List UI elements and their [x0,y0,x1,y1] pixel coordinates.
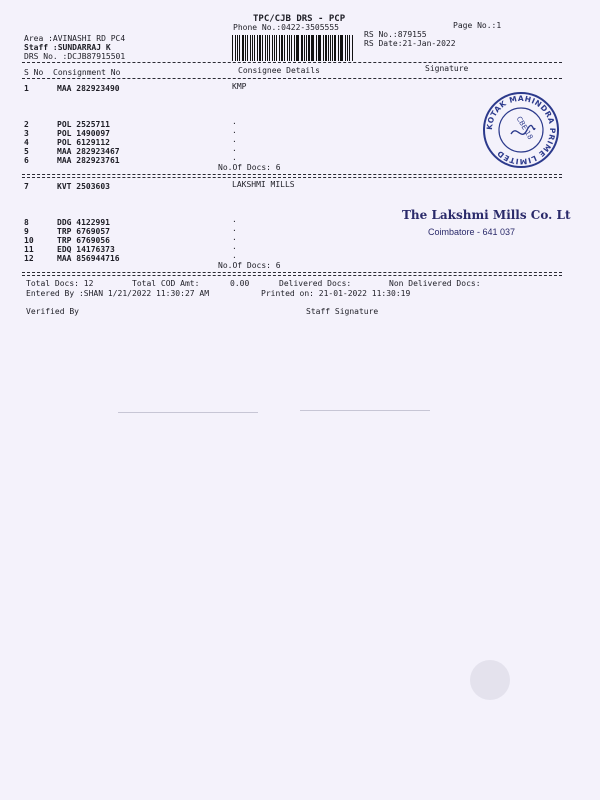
divider [22,78,562,79]
row-serial: 5 [24,147,29,156]
page-number: Page No.:1 [453,21,502,30]
barcode-bar [308,35,309,61]
row-serial: 4 [24,138,29,147]
divider [22,275,562,276]
barcode-bar [332,35,333,61]
barcode-bar [250,35,251,61]
barcode-bar [328,35,329,61]
row-consignment: TRP 6769057 [57,227,110,236]
row-consignment: EDQ 14176373 [57,245,115,254]
barcode-bar [279,35,280,61]
barcode-bar [272,35,273,61]
barcode-bar [237,35,238,61]
row-consignee: LAKSHMI MILLS [232,180,295,189]
row-consignment: POL 1490097 [57,129,110,138]
barcode-bar [265,35,266,61]
row-consignee-mark: . [232,233,237,242]
row-consignee: KMP [232,82,247,91]
column-header-signature: Signature [425,64,469,73]
row-consignment: DDG 4122991 [57,218,110,227]
staff-label: Staff :SUNDARRAJ K [24,43,111,52]
barcode-bar [325,35,326,61]
row-serial: 7 [24,182,29,191]
barcode-bar [269,35,270,61]
barcode-bar [352,35,353,61]
row-serial: 2 [24,120,29,129]
divider [22,62,562,63]
row-serial: 12 [24,254,34,263]
barcode-bar [262,35,263,61]
barcode-bar [301,35,302,61]
barcode-bar [306,35,307,61]
barcode-bar [323,35,324,61]
barcode-bar [340,35,341,61]
row-consignee-mark: . [232,242,237,251]
non-delivered-docs: Non Delivered Docs: [389,279,481,288]
barcode-bar [257,35,258,61]
barcode-bar [254,35,255,61]
total-cod-label: Total COD Amt: [132,279,200,288]
row-consignee-mark: . [232,144,237,153]
barcode-bar [312,35,313,61]
barcode-bar [235,35,236,61]
row-consignment: POL 6129112 [57,138,110,147]
barcode-bar [319,35,321,61]
svg-text:CBE 18: CBE 18 [514,115,535,141]
row-consignee-mark: . [232,117,237,126]
divider [22,272,562,273]
row-serial: 1 [24,84,29,93]
row-consignment: MAA 282923490 [57,84,120,93]
row-consignee-mark: . [232,126,237,135]
row-consignment: MAA 282923761 [57,156,120,165]
row-consignment: KVT 2503603 [57,182,110,191]
barcode-bar [347,35,348,61]
barcode-bar [291,35,292,61]
entered-by: Entered By :SHAN 1/21/2022 11:30:27 AM [26,289,210,298]
barcode-bar [349,35,350,61]
rs-date: RS Date:21-Jan-2022 [364,39,456,48]
divider [22,174,562,175]
row-serial: 10 [24,236,34,245]
company-logo-city: Coimbatore - 641 037 [428,227,516,237]
row-consignee-mark: . [232,153,237,162]
barcode-bar [304,35,305,61]
barcode-bar [345,35,346,61]
barcode-bar [252,35,253,61]
delivered-docs: Delivered Docs: [279,279,352,288]
docs-count: No.Of Docs: 6 [218,261,281,270]
barcode-bar [284,35,285,61]
barcode-bar [316,35,317,61]
company-logo-stamp: The Lakshmi Mills Co. Lt [402,208,571,222]
sheet-title: TPC/CJB DRS - PCP [253,14,346,24]
drs-number: DRS No. :DCJB87915501 [24,52,126,61]
total-cod-value: 0.00 [230,279,250,288]
barcode-bar [289,35,290,61]
barcode-bar [274,35,275,61]
barcode-bar [297,35,299,61]
barcode-bar [311,35,312,61]
rs-number: RS No.:879155 [364,30,427,39]
barcode-bar [267,35,268,61]
printed-on: Printed on: 21-01-2022 11:30:19 [261,289,411,298]
row-consignee-mark: . [232,215,237,224]
row-consignment: POL 2525711 [57,120,110,129]
verified-by-label: Verified By [26,307,79,316]
area-label: Area :AVINASHI RD PC4 [24,34,126,43]
barcode-bar [259,35,261,61]
row-serial: 6 [24,156,29,165]
barcode-bar [318,35,319,61]
scan-noise [470,660,510,700]
barcode-bar [341,35,343,61]
barcode-bar [294,35,295,61]
column-header-s-no: S No [24,68,44,77]
svg-text:KOTAK MAHINDRA PRIME LIMITED: KOTAK MAHINDRA PRIME LIMITED [484,93,558,167]
row-serial: 9 [24,227,29,236]
row-serial: 8 [24,218,29,227]
row-consignment: TRP 6769056 [57,236,110,245]
scan-noise [300,410,430,411]
barcode-bar [287,35,288,61]
row-consignment: MAA 282923467 [57,147,120,156]
total-docs: Total Docs: 12 [26,279,94,288]
barcode-bar [239,35,240,61]
barcode-bar [247,35,248,61]
row-consignee-mark: . [232,135,237,144]
row-serial: 3 [24,129,29,138]
barcode [232,35,354,61]
barcode-bar [276,35,277,61]
column-header-consignee: Consignee Details [238,66,320,75]
barcode-bar [232,35,233,61]
barcode-bar [338,35,339,61]
barcode-bar [281,35,283,61]
scan-noise [118,412,258,413]
divider [22,177,562,178]
row-consignee-mark: . [232,251,237,260]
barcode-bar [296,35,297,61]
barcode-bar [330,35,331,61]
staff-signature-label: Staff Signature [306,307,379,316]
barcode-bar [245,35,246,61]
barcode-bar [334,35,335,61]
phone-number: Phone No.:0422-3505555 [233,23,339,32]
row-serial: 11 [24,245,34,254]
column-header-consignment: Consignment No [53,68,121,77]
barcode-bar [242,35,244,61]
row-consignee-mark: . [232,224,237,233]
row-consignment: MAA 856944716 [57,254,120,263]
docs-count: No.Of Docs: 6 [218,163,281,172]
company-seal [481,90,561,170]
